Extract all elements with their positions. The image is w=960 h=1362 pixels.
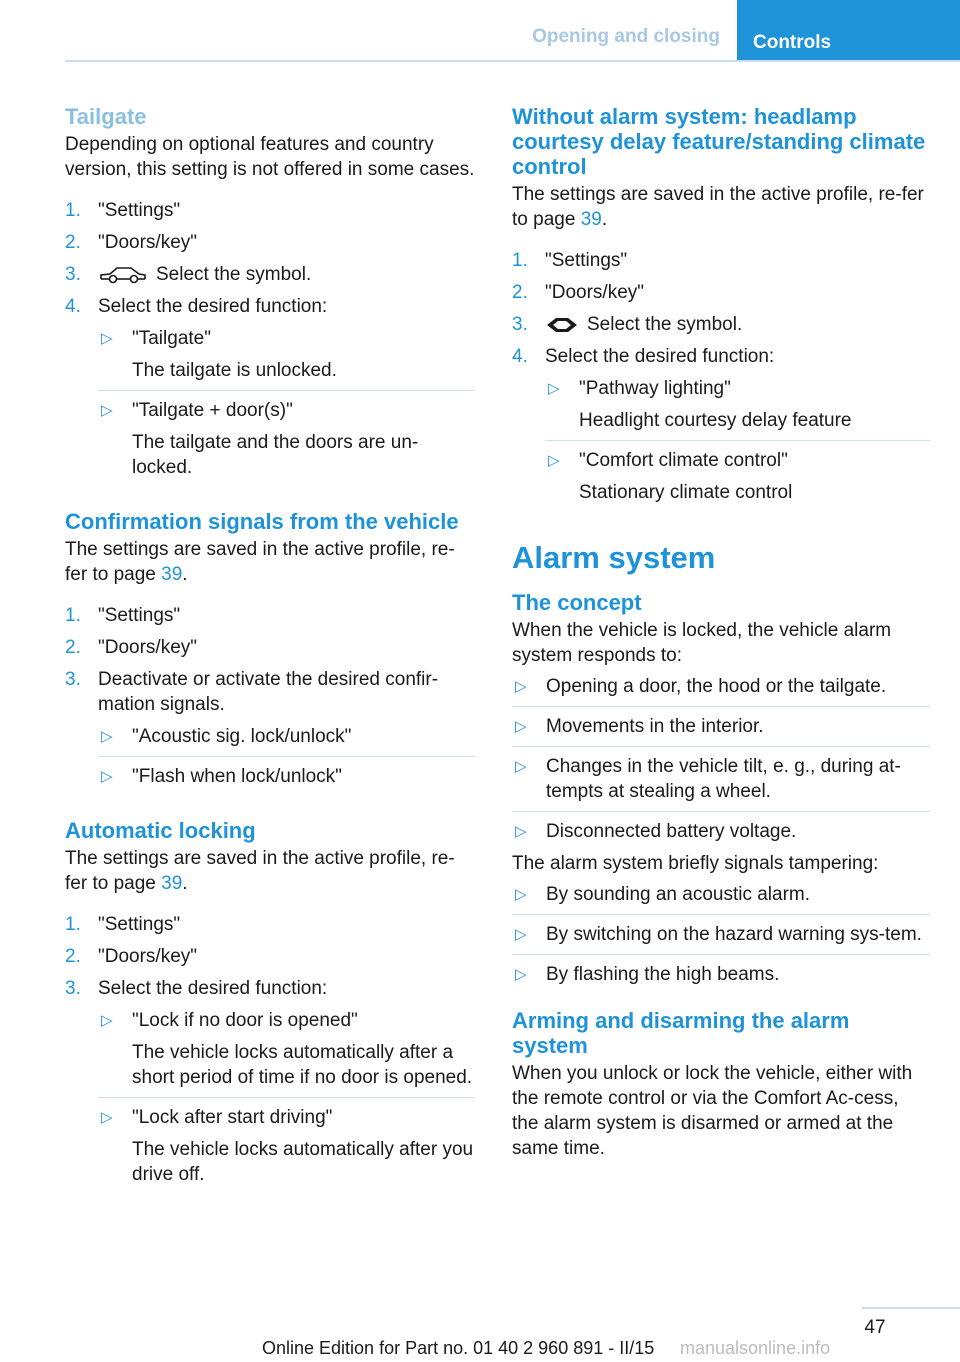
list-item: ▷ By sounding an acoustic alarm. xyxy=(512,882,930,915)
watermark: manualsonline.info xyxy=(680,1338,831,1358)
page-link[interactable]: 39 xyxy=(161,564,183,585)
list-item: 4. Select the desired function: ▷ "Tailgate" The tailgate is unlocked. ▷ "Tailgate + door(s)" The tailgate and the doors are un-locked. xyxy=(65,294,475,487)
headlamp-steps xyxy=(512,248,930,512)
autolock-intro: The settings are saved in the active profile, re-fer to page 39. xyxy=(65,848,455,894)
confirmation-heading: Confirmation signals from the vehicle xyxy=(65,509,459,534)
tailgate-steps xyxy=(65,198,475,487)
headlight-symbol-icon xyxy=(545,316,579,334)
arming-heading: Arming and disarming the alarm system xyxy=(512,1008,850,1058)
page-link[interactable]: 39 xyxy=(580,209,602,230)
edition-note: Online Edition for Part no. 01 40 2 960 891 - II/15 xyxy=(262,1338,655,1358)
footer-divider xyxy=(862,1307,960,1309)
list-item: 1. "Settings" xyxy=(512,250,628,271)
alarm-signals-list xyxy=(512,882,930,994)
list-item: 3. Deactivate or activate the desired confir-mation signals. ▷ "Acoustic sig. lock/unlock" ▷ "Flash when lock/unlock" xyxy=(65,667,475,796)
list-item: ▷ "Comfort climate control" Stationary climate control xyxy=(548,450,793,503)
alarm-responds-list xyxy=(512,674,930,851)
arming-text: When you unlock or lock the vehicle, either with the remote control or via the Comfort Ac-cess, the alarm system is disarmed or armed at the same time. xyxy=(512,1063,913,1159)
list-item: ▷ Disconnected battery voltage. xyxy=(515,821,797,842)
list-item: 1. "Settings" xyxy=(65,914,181,935)
list-item: 2. "Doors/key" xyxy=(65,232,198,253)
autolock-steps xyxy=(65,912,475,1194)
headlamp-intro: The settings are saved in the active profile, re-fer to page 39. xyxy=(512,184,924,230)
list-item: ▷ "Flash when lock/unlock" xyxy=(101,766,342,787)
confirmation-options xyxy=(98,724,475,796)
section-title: Opening and closing xyxy=(532,26,720,47)
list-item: ▷ "Tailgate" The tailgate is unlocked. xyxy=(98,326,475,391)
list-item: 2. "Doors/key" xyxy=(65,637,198,658)
list-item: ▷ "Lock after start driving" The vehicle locks automatically after you drive off. xyxy=(101,1107,474,1185)
list-item: 1. "Settings" xyxy=(65,605,181,626)
list-item: ▷ By flashing the high beams. xyxy=(515,964,780,985)
alarm-system-heading: Alarm system xyxy=(512,540,716,575)
right-column xyxy=(512,104,930,1161)
concept-heading: The concept xyxy=(512,590,642,615)
list-item: 4. Select the desired function: ▷ "Pathway lighting" Headlight courtesy delay feature ▷ "Comfort climate control" Stationary climate control xyxy=(512,344,930,512)
autolock-options xyxy=(98,1008,475,1194)
list-item: 2. "Doors/key" xyxy=(65,946,198,967)
header-divider xyxy=(65,60,960,62)
page-number: 47 xyxy=(864,1317,886,1338)
list-item: 2. "Doors/key" xyxy=(512,282,645,303)
tailgate-intro: Depending on optional features and country version, this setting is not offered in some cases. xyxy=(65,134,475,180)
page-link[interactable]: 39 xyxy=(161,873,183,894)
list-item: 1. "Settings" xyxy=(65,200,181,221)
list-item: ▷ "Tailgate + door(s)" The tailgate and the doors are un-locked. xyxy=(101,400,419,478)
headlamp-heading: Without alarm system: headlamp courtesy delay feature/standing climate control xyxy=(512,104,926,179)
list-item: ▷ "Lock if no door is opened" The vehicle locks automatically after a short period of time if no door is opened. xyxy=(98,1008,475,1098)
car-symbol-icon xyxy=(98,264,148,286)
signals-intro: The alarm system briefly signals tampering: xyxy=(512,853,879,874)
left-column xyxy=(65,104,475,1201)
page-header xyxy=(0,0,960,62)
headlamp-options xyxy=(545,376,930,512)
confirmation-steps xyxy=(65,603,475,796)
tailgate-options xyxy=(98,326,475,487)
list-item: 3. Select the symbol. xyxy=(65,264,312,285)
list-item: ▷ Opening a door, the hood or the tailgate. xyxy=(512,674,930,707)
tailgate-heading: Tailgate xyxy=(65,104,147,129)
list-item: ▷ Changes in the vehicle tilt, e. g., during at-tempts at stealing a wheel. xyxy=(512,754,930,812)
list-item: ▷ Movements in the interior. xyxy=(512,714,930,747)
concept-intro: When the vehicle is locked, the vehicle alarm system responds to: xyxy=(512,620,892,666)
list-item: ▷ "Acoustic sig. lock/unlock" xyxy=(98,724,475,757)
list-item: 3. Select the symbol. xyxy=(512,314,743,335)
chapter-tab[interactable]: Controls xyxy=(737,0,960,62)
list-item: 3. Select the desired function: ▷ "Lock if no door is opened" The vehicle locks automatically after a short period of time if no door is opened. ▷ "Lock after start driving" The vehicle locks automatically after you drive off. xyxy=(65,976,475,1194)
confirmation-intro: The settings are saved in the active profile, re-fer to page 39. xyxy=(65,539,455,585)
autolock-heading: Automatic locking xyxy=(65,818,256,843)
list-item: ▷ "Pathway lighting" Headlight courtesy delay feature xyxy=(545,376,930,441)
list-item: ▷ By switching on the hazard warning sys-tem. xyxy=(512,922,930,955)
